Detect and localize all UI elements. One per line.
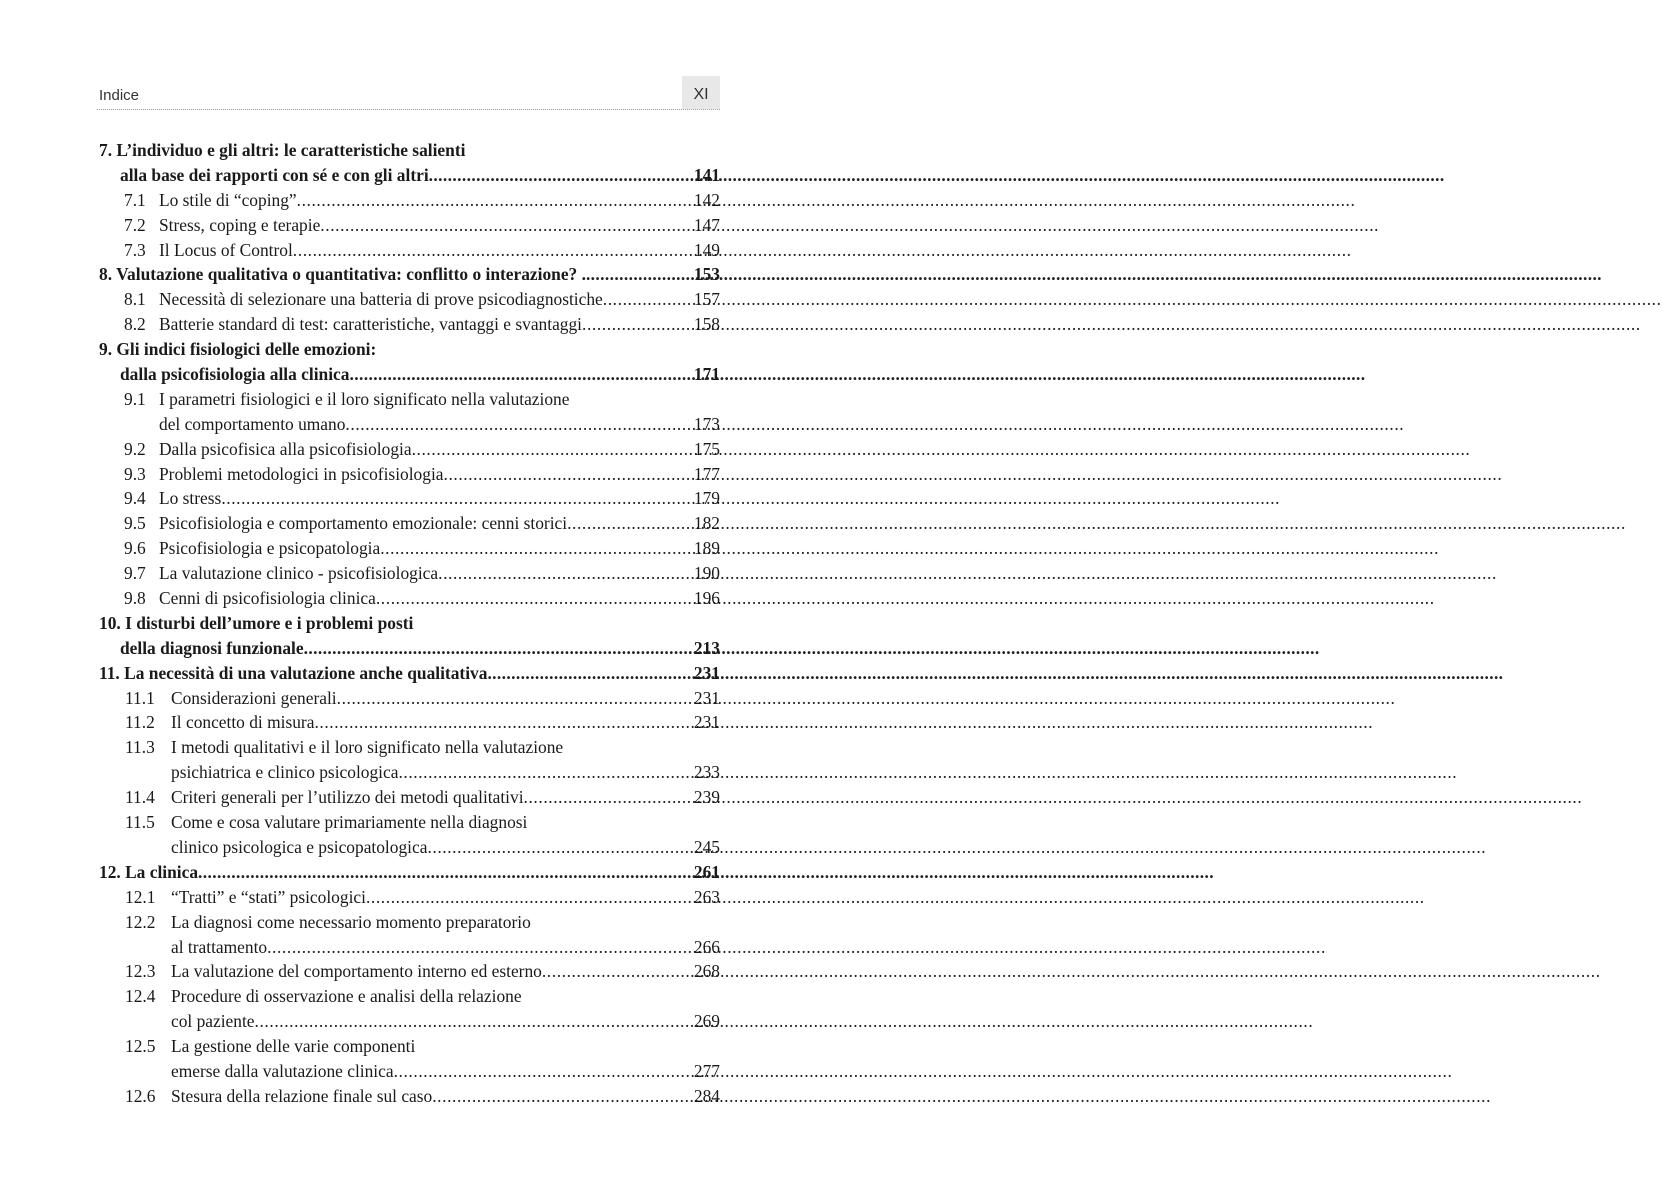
toc-section-title: Considerazioni generali — [171, 687, 337, 708]
toc-chapter-title: 10. I disturbi dell’umore e i problemi posti — [99, 612, 414, 633]
toc-section-title: Criteri generali per l’utilizzo dei metodi qualitativi — [171, 787, 524, 808]
toc-section-line — [99, 437, 720, 462]
toc-section-number: 12.2 — [125, 911, 156, 932]
toc-page-number: 284 — [693, 1085, 720, 1106]
dot-leader — [304, 636, 694, 661]
toc-page-number: 261 — [693, 861, 720, 882]
toc-section-line — [99, 312, 720, 337]
dot-leader — [349, 362, 693, 387]
toc-section-line — [99, 287, 720, 312]
toc-section-number: 9.4 — [124, 488, 146, 509]
toc-section-line — [99, 536, 720, 561]
toc-page-number: 142 — [693, 189, 720, 210]
toc-section-title: al trattamento — [171, 936, 268, 957]
toc-section-title: La valutazione del comportamento interno ed esterno — [171, 961, 542, 982]
toc-section-line — [99, 686, 720, 711]
dot-leader — [432, 1084, 694, 1109]
toc-section-line — [99, 935, 720, 960]
toc-chapter-title: 9. Gli indici fisiologici delle emozioni: — [99, 339, 377, 360]
toc-section-title: Come e cosa valutare primariamente nella diagnosi — [171, 812, 528, 833]
toc-section-number: 12.4 — [125, 986, 156, 1007]
toc-chapter-title: 8. Valutazione qualitativa o quantitativa: conflitto o interazione? . — [99, 264, 586, 285]
toc-page-number: 175 — [693, 438, 720, 459]
toc-chapter-title: dalla psicofisiologia alla clinica — [120, 364, 350, 385]
toc-section-line — [99, 213, 720, 238]
toc-section-number: 9.8 — [124, 588, 146, 609]
toc-chapter-title: alla base dei rapporti con sé e con gli altri — [120, 164, 429, 185]
toc-section-line — [99, 959, 720, 984]
toc-section-line — [99, 511, 720, 536]
toc-section-title: clinico psicologica e psicopatologica — [171, 836, 428, 857]
toc-section-number: 12.6 — [125, 1085, 156, 1106]
toc-chapter-line — [99, 636, 720, 661]
toc-section-title: La gestione delle varie componenti — [171, 1036, 416, 1057]
toc-chapter-title: della diagnosi funzionale — [120, 637, 304, 658]
toc-section-title: Stesura della relazione finale sul caso — [171, 1085, 433, 1106]
running-header-title: Indice — [99, 87, 140, 104]
dot-leader — [524, 785, 694, 810]
dot-leader — [487, 661, 693, 686]
toc-chapter-line — [99, 661, 720, 686]
dot-leader — [320, 213, 694, 238]
toc-section-number: 11.1 — [125, 687, 155, 708]
toc-section-title: I metodi qualitativi e il loro significato nella valutazione — [171, 737, 564, 758]
toc-section-title: Lo stress — [159, 488, 222, 509]
toc-section-number: 12.3 — [125, 961, 156, 982]
toc-section-title: psichiatrica e clinico psicologica — [171, 762, 399, 783]
toc-section-number: 9.7 — [124, 563, 146, 584]
toc-chapter-line — [99, 362, 720, 387]
toc-section-line — [99, 387, 720, 412]
toc-section-line — [99, 984, 720, 1009]
toc-page-number: 277 — [693, 1060, 720, 1081]
toc-section-title: emerse dalla valutazione clinica — [171, 1060, 394, 1081]
dot-leader — [297, 188, 694, 213]
toc-section-line — [99, 1084, 720, 1109]
toc-page-number: 158 — [693, 314, 720, 335]
toc-section-line — [99, 238, 720, 263]
toc-section-line — [99, 710, 720, 735]
toc-page-number: 171 — [693, 364, 720, 385]
toc-section-number: 9.1 — [124, 388, 146, 409]
dot-leader — [345, 412, 693, 437]
toc-page-number: 269 — [693, 1011, 720, 1032]
toc-section-number: 7.2 — [124, 214, 146, 235]
toc-section-number: 9.6 — [124, 538, 146, 559]
toc-section-number: 11.3 — [125, 737, 155, 758]
dot-leader — [438, 561, 694, 586]
toc-section-title: Batterie standard di test: caratteristiche, vantaggi e svantaggi — [159, 314, 583, 335]
toc-section-line — [99, 785, 720, 810]
toc-section-title: Il concetto di misura — [171, 712, 315, 733]
toc-section-line — [99, 486, 720, 511]
toc-section-title: “Tratti” e “stati” psicologici — [171, 886, 366, 907]
toc-page-number: 173 — [693, 413, 720, 434]
dot-leader — [398, 760, 693, 785]
toc-section-number: 9.5 — [124, 513, 146, 534]
dot-leader — [429, 163, 694, 188]
toc-page-number: 263 — [693, 886, 720, 907]
toc-section-title: Il Locus of Control — [159, 239, 293, 260]
toc-page-number: 266 — [693, 936, 720, 957]
toc-chapter-title: 11. La necessità di una valutazione anche qualitativa — [99, 662, 488, 683]
toc-section-line — [99, 835, 720, 860]
dot-leader — [582, 312, 694, 337]
toc-chapter-line — [99, 337, 720, 362]
toc-section-line — [99, 586, 720, 611]
running-header — [97, 76, 720, 110]
toc-page-number: 179 — [693, 488, 720, 509]
dot-leader — [366, 885, 694, 910]
toc-section-title: Problemi metodologici in psicofisiologia — [159, 463, 444, 484]
toc-section-line — [99, 412, 720, 437]
dot-leader — [603, 287, 694, 312]
toc-section-line — [99, 1059, 720, 1084]
toc-chapter-line — [99, 611, 720, 636]
toc-section-line — [99, 561, 720, 586]
toc-page-number: 177 — [693, 463, 720, 484]
toc-page-number: 141 — [693, 164, 720, 185]
toc-section-line — [99, 810, 720, 835]
toc-section-number: 8.1 — [124, 289, 146, 310]
dot-leader — [198, 860, 694, 885]
toc-section-title: La valutazione clinico - psicofisiologica — [159, 563, 439, 584]
toc-section-title: col paziente — [171, 1011, 255, 1032]
toc-section-title: del comportamento umano — [159, 413, 346, 434]
toc-section-title: Psicofisiologia e psicopatologia — [159, 538, 381, 559]
dot-leader — [221, 486, 694, 511]
toc-page-number: 196 — [693, 588, 720, 609]
toc-section-title: Cenni di psicofisiologia clinica — [159, 588, 376, 609]
dot-leader — [337, 686, 694, 711]
dot-leader — [380, 536, 694, 561]
toc-chapter-line — [99, 138, 720, 163]
toc-page-number: 182 — [693, 513, 720, 534]
toc-section-line — [99, 1009, 720, 1034]
toc-section-title: La diagnosi come necessario momento preparatorio — [171, 911, 531, 932]
toc-section-number: 8.2 — [124, 314, 146, 335]
toc-section-title: Psicofisiologia e comportamento emozionale: cenni storici — [159, 513, 568, 534]
toc-section-title: Necessità di selezionare una batteria di prove psicodiagnostiche — [159, 289, 603, 310]
toc-section-number: 9.3 — [124, 463, 146, 484]
dot-leader — [567, 511, 694, 536]
toc-page-number: 268 — [693, 961, 720, 982]
toc-section-line — [99, 735, 720, 760]
toc-page-number: 231 — [693, 712, 720, 733]
toc-page-number: 189 — [693, 538, 720, 559]
toc-page-number: 233 — [693, 762, 720, 783]
toc-section-title: Dalla psicofisica alla psicofisiologia — [159, 438, 412, 459]
toc-section-number: 7.1 — [124, 189, 146, 210]
toc-page-number: 190 — [693, 563, 720, 584]
toc-section-number: 7.3 — [124, 239, 146, 260]
dot-leader — [586, 262, 694, 287]
dot-leader — [255, 1009, 694, 1034]
toc-page-number: 231 — [693, 687, 720, 708]
toc-section-line — [99, 188, 720, 213]
toc-section-title: I parametri fisiologici e il loro significato nella valutazione — [159, 388, 570, 409]
table-of-contents — [99, 138, 720, 1109]
toc-page-number: 239 — [693, 787, 720, 808]
toc-section-number: 9.2 — [124, 438, 146, 459]
dot-leader — [376, 586, 694, 611]
toc-section-line — [99, 910, 720, 935]
toc-section-number: 11.4 — [125, 787, 155, 808]
toc-chapter-title: 7. L’individuo e gli altri: le caratteristiche salienti — [99, 140, 466, 160]
toc-section-title: Procedure di osservazione e analisi della relazione — [171, 986, 522, 1007]
toc-page-number: 213 — [693, 637, 720, 658]
dot-leader — [314, 710, 693, 735]
toc-chapter-line — [99, 860, 720, 885]
dot-leader — [444, 462, 694, 487]
toc-section-title: Stress, coping e terapie — [159, 214, 321, 235]
dot-leader — [267, 935, 694, 960]
toc-section-number: 11.2 — [125, 712, 155, 733]
toc-section-number: 12.1 — [125, 886, 156, 907]
page-number: XI — [682, 76, 720, 109]
dot-leader — [412, 437, 694, 462]
dot-leader — [293, 238, 694, 263]
dot-leader — [394, 1059, 694, 1084]
toc-page-number: 149 — [693, 239, 720, 260]
toc-chapter-title: 12. La clinica — [99, 861, 199, 882]
dot-leader — [427, 835, 693, 860]
toc-page-number: 153 — [693, 264, 720, 285]
toc-section-number: 12.5 — [125, 1036, 156, 1057]
toc-chapter-line — [99, 262, 720, 287]
toc-section-line — [99, 462, 720, 487]
toc-page-number: 245 — [693, 836, 720, 857]
toc-page-number: 231 — [693, 662, 720, 683]
toc-section-line — [99, 1034, 720, 1059]
toc-page-number: 157 — [693, 289, 720, 310]
toc-section-title: Lo stile di “coping” — [159, 189, 297, 210]
toc-page-number: 147 — [693, 214, 720, 235]
toc-chapter-line — [99, 163, 720, 188]
toc-section-number: 11.5 — [125, 812, 155, 833]
toc-section-line — [99, 760, 720, 785]
toc-section-line — [99, 885, 720, 910]
dot-leader — [542, 959, 694, 984]
